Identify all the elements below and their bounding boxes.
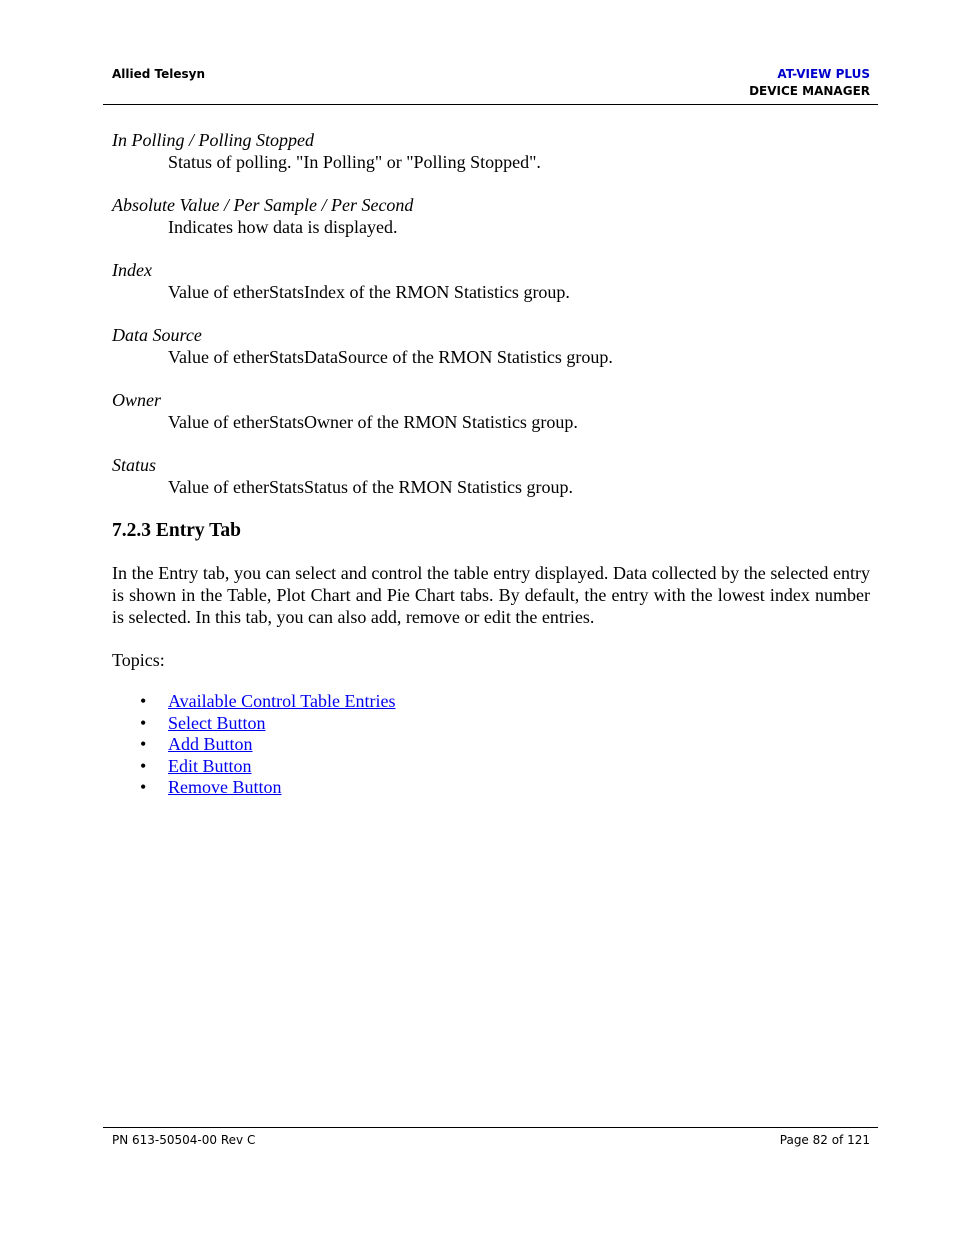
definition-description: Value of etherStatsDataSource of the RMON Statistics group. <box>168 347 613 367</box>
topic-link-edit-button[interactable]: Edit Button <box>168 755 252 776</box>
list-item <box>112 756 870 778</box>
list-item <box>112 713 870 735</box>
definition-description: Indicates how data is displayed. <box>168 217 398 237</box>
definition-description: Value of etherStatsStatus of the RMON Statistics group. <box>168 477 573 497</box>
definition-term: Index <box>112 260 152 280</box>
bullet-icon: • <box>140 691 147 711</box>
bullet-icon: • <box>140 777 147 798</box>
definition-term: Status <box>112 455 157 475</box>
definition-description: Status of polling. "In Polling" or "Polling Stopped". <box>168 152 541 172</box>
definition-term: Data Source <box>112 325 202 345</box>
list-item <box>112 734 870 756</box>
definition-list <box>112 129 870 498</box>
section-paragraph: In the Entry tab, you can select and control the table entry displayed. Data collected by the selected entry is shown in the Table, Plot Chart and Pie Chart tabs. By default, the entry with the lowest index number is selected. In this tab, you can also add, remove or edit the entries. <box>112 563 870 627</box>
header-product: AT-VIEW PLUS <box>777 67 870 81</box>
definition-description: Value of etherStatsOwner of the RMON Statistics group. <box>168 412 578 432</box>
header-module: DEVICE MANAGER <box>749 84 870 98</box>
topic-link-add-button[interactable]: Add Button <box>168 734 253 755</box>
topics-label: Topics: <box>112 650 165 670</box>
topics-list <box>112 691 870 799</box>
definition-term: Owner <box>112 390 161 410</box>
bullet-icon: • <box>140 712 147 733</box>
header-company: Allied Telesyn <box>112 67 206 81</box>
header-product-block <box>749 66 870 100</box>
definition-term: In Polling / Polling Stopped <box>112 130 314 150</box>
footer-part-number: PN 613-50504-00 Rev C <box>112 1133 256 1147</box>
topic-link-remove-button[interactable]: Remove Button <box>168 777 282 798</box>
list-item <box>112 691 870 713</box>
list-item <box>112 777 870 799</box>
footer-rule <box>103 1127 878 1128</box>
header-rule <box>103 104 878 105</box>
definition-term: Absolute Value / Per Sample / Per Second <box>112 195 414 215</box>
definition-description: Value of etherStatsIndex of the RMON Statistics group. <box>168 282 570 302</box>
page-content <box>112 129 870 799</box>
section-heading: 7.2.3 Entry Tab <box>112 520 241 541</box>
footer-page-number: Page 82 of 121 <box>779 1133 870 1147</box>
topic-link-select-button[interactable]: Select Button <box>168 712 266 733</box>
topic-link-available-control-table-entries[interactable]: Available Control Table Entries <box>168 691 396 711</box>
bullet-icon: • <box>140 734 147 755</box>
bullet-icon: • <box>140 755 147 776</box>
